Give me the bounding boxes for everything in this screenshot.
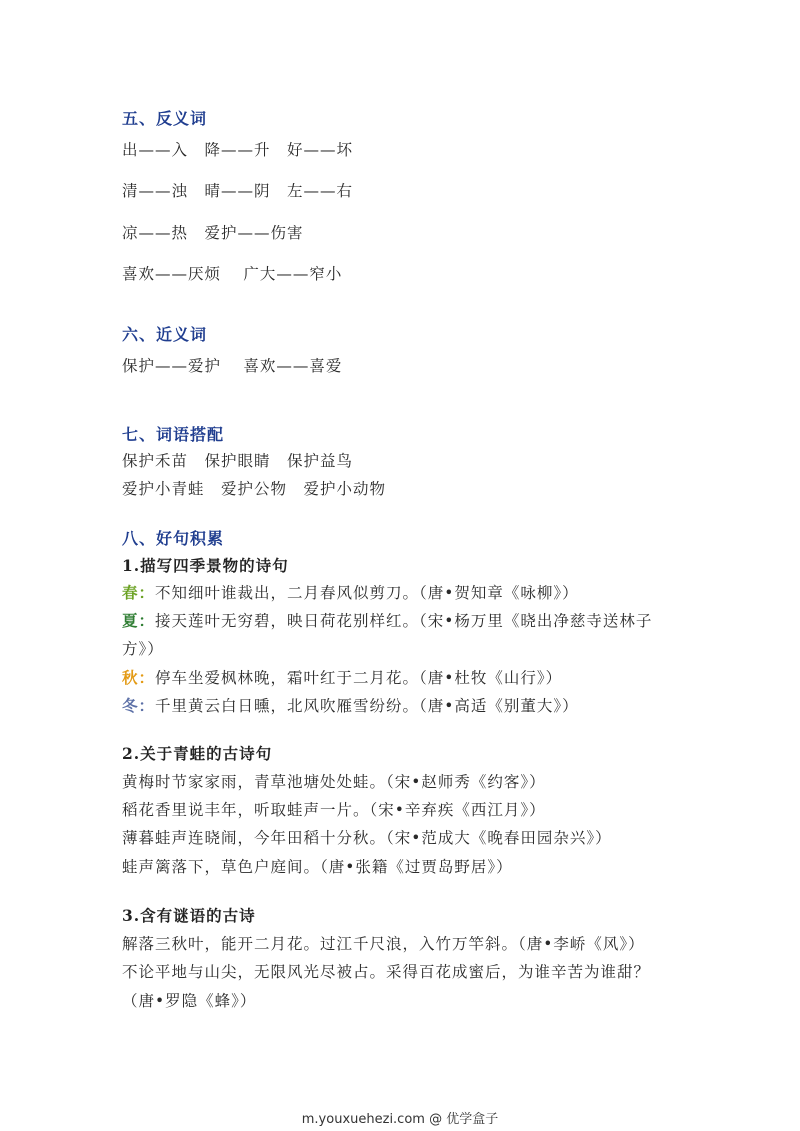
frog-poem-1: 黄梅时节家家雨，青草池塘处处蛙。（宋•赵师秀《约客》） [122,773,546,791]
winter-label: 冬： [122,696,156,715]
autumn-label: 秋： [122,668,156,687]
section-7-heading: 七、词语搭配 [122,425,225,444]
section-5-heading: 五、反义词 [122,109,208,128]
frog-poem-4: 蛙声篱落下，草色户庭间。（唐•张籍《过贾岛野居》） [122,858,513,876]
frog-poem-3: 薄暮蛙声连晓闹，今年田稻十分秋。（宋•范成大《晚春田园杂兴》） [122,829,612,847]
poem-spring [122,581,579,603]
poems-riddle-title: 3.含有谜语的古诗 [122,906,256,925]
antonym-line-3: 凉——热 爱护——伤害 [122,224,304,242]
autumn-text: 停车坐爱枫林晚，霜叶红于二月花。（唐•杜牧《山行》） [155,669,563,687]
footer-watermark: m.youxuehezi.com @ 优学盒子 [301,1112,499,1127]
riddle-poem-1: 解落三秋叶，能开二月花。过江千尺浪，入竹万竿斜。（唐•李峤《风》） [122,935,645,953]
synonym-line-1: 保护——爱护 喜欢——喜爱 [122,357,343,375]
poem-winter [122,694,579,716]
section-6-heading: 六、近义词 [122,325,208,344]
poem-autumn [122,666,562,688]
riddle-poem-2: 不论平地与山尖，无限风光尽被占。采得百花成蜜后，为谁辛苦为谁甜？ [122,963,651,981]
collocation-line-2: 爱护小青蛙 爱护公物 爱护小动物 [122,480,387,498]
spring-label: 春： [122,583,156,602]
poems-frog-title: 2.关于青蛙的古诗句 [122,744,273,763]
poem-summer-cont: 方》） [122,640,164,658]
summer-text: 接天莲叶无穷碧，映日荷花别样红。（宋•杨万里《晓出净慈寺送林子 [155,612,653,630]
frog-poem-2: 稻花香里说丰年，听取蛙声一片。（宋•辛弃疾《西江月》） [122,801,546,819]
antonym-line-4: 喜欢——厌烦 广大——窄小 [122,265,343,283]
winter-text: 千里黄云白日曛，北风吹雁雪纷纷。（唐•高适《别董大》） [155,697,579,715]
riddle-poem-2-source: （唐•罗隐《蜂》） [122,992,257,1010]
antonym-line-1: 出——入 降——升 好——坏 [122,141,354,159]
antonym-line-2: 清——浊 晴——阴 左——右 [122,182,354,200]
section-8-heading: 八、好句积累 [122,529,225,548]
collocation-line-1: 保护禾苗 保护眼睛 保护益鸟 [122,452,354,470]
spring-text: 不知细叶谁裁出，二月春风似剪刀。（唐•贺知章《咏柳》） [155,584,579,602]
summer-label: 夏： [122,611,156,630]
poem-summer [122,609,652,631]
poems-seasons-title: 1.描写四季景物的诗句 [122,556,289,575]
